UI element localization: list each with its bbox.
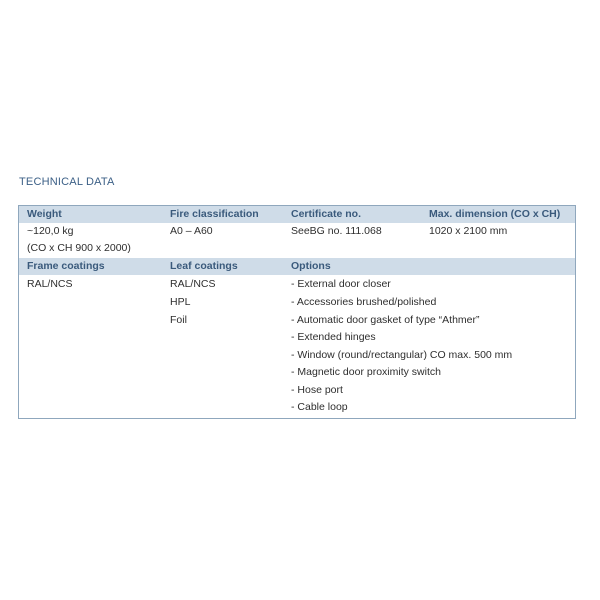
leaf-coating-item: HPL [170, 296, 191, 308]
max-dimension-value: 1020 x 2100 mm [429, 225, 508, 237]
option-item: - Extended hinges [291, 331, 376, 343]
technical-data-table [18, 205, 576, 419]
fire-classification-value: A0 – A60 [170, 225, 213, 237]
header-leaf-coatings: Leaf coatings [170, 260, 238, 272]
section-title: TECHNICAL DATA [19, 176, 115, 188]
header-options: Options [291, 260, 331, 272]
weight-value: ~120,0 kg [27, 225, 74, 237]
option-item: - External door closer [291, 278, 391, 290]
option-item: - Cable loop [291, 401, 348, 413]
header-max-dimension: Max. dimension (CO x CH) [429, 208, 561, 220]
leaf-coating-item: RAL/NCS [170, 278, 216, 290]
header-fire-classification: Fire classification [170, 208, 259, 220]
certificate-value: SeeBG no. 111.068 [291, 225, 382, 237]
header-certificate-no: Certificate no. [291, 208, 362, 220]
option-item: - Automatic door gasket of type “Athmer” [291, 314, 480, 326]
option-item: - Magnetic door proximity switch [291, 366, 441, 378]
leaf-coating-item: Foil [170, 314, 187, 326]
option-item: - Accessories brushed/polished [291, 296, 437, 308]
option-item: - Hose port [291, 384, 343, 396]
option-item: - Window (round/rectangular) CO max. 500 mm [291, 349, 513, 361]
frame-coating-item: RAL/NCS [27, 278, 73, 290]
header-frame-coatings: Frame coatings [27, 260, 105, 272]
weight-dimension-note: (CO x CH 900 x 2000) [27, 242, 131, 254]
header-weight: Weight [27, 208, 62, 220]
